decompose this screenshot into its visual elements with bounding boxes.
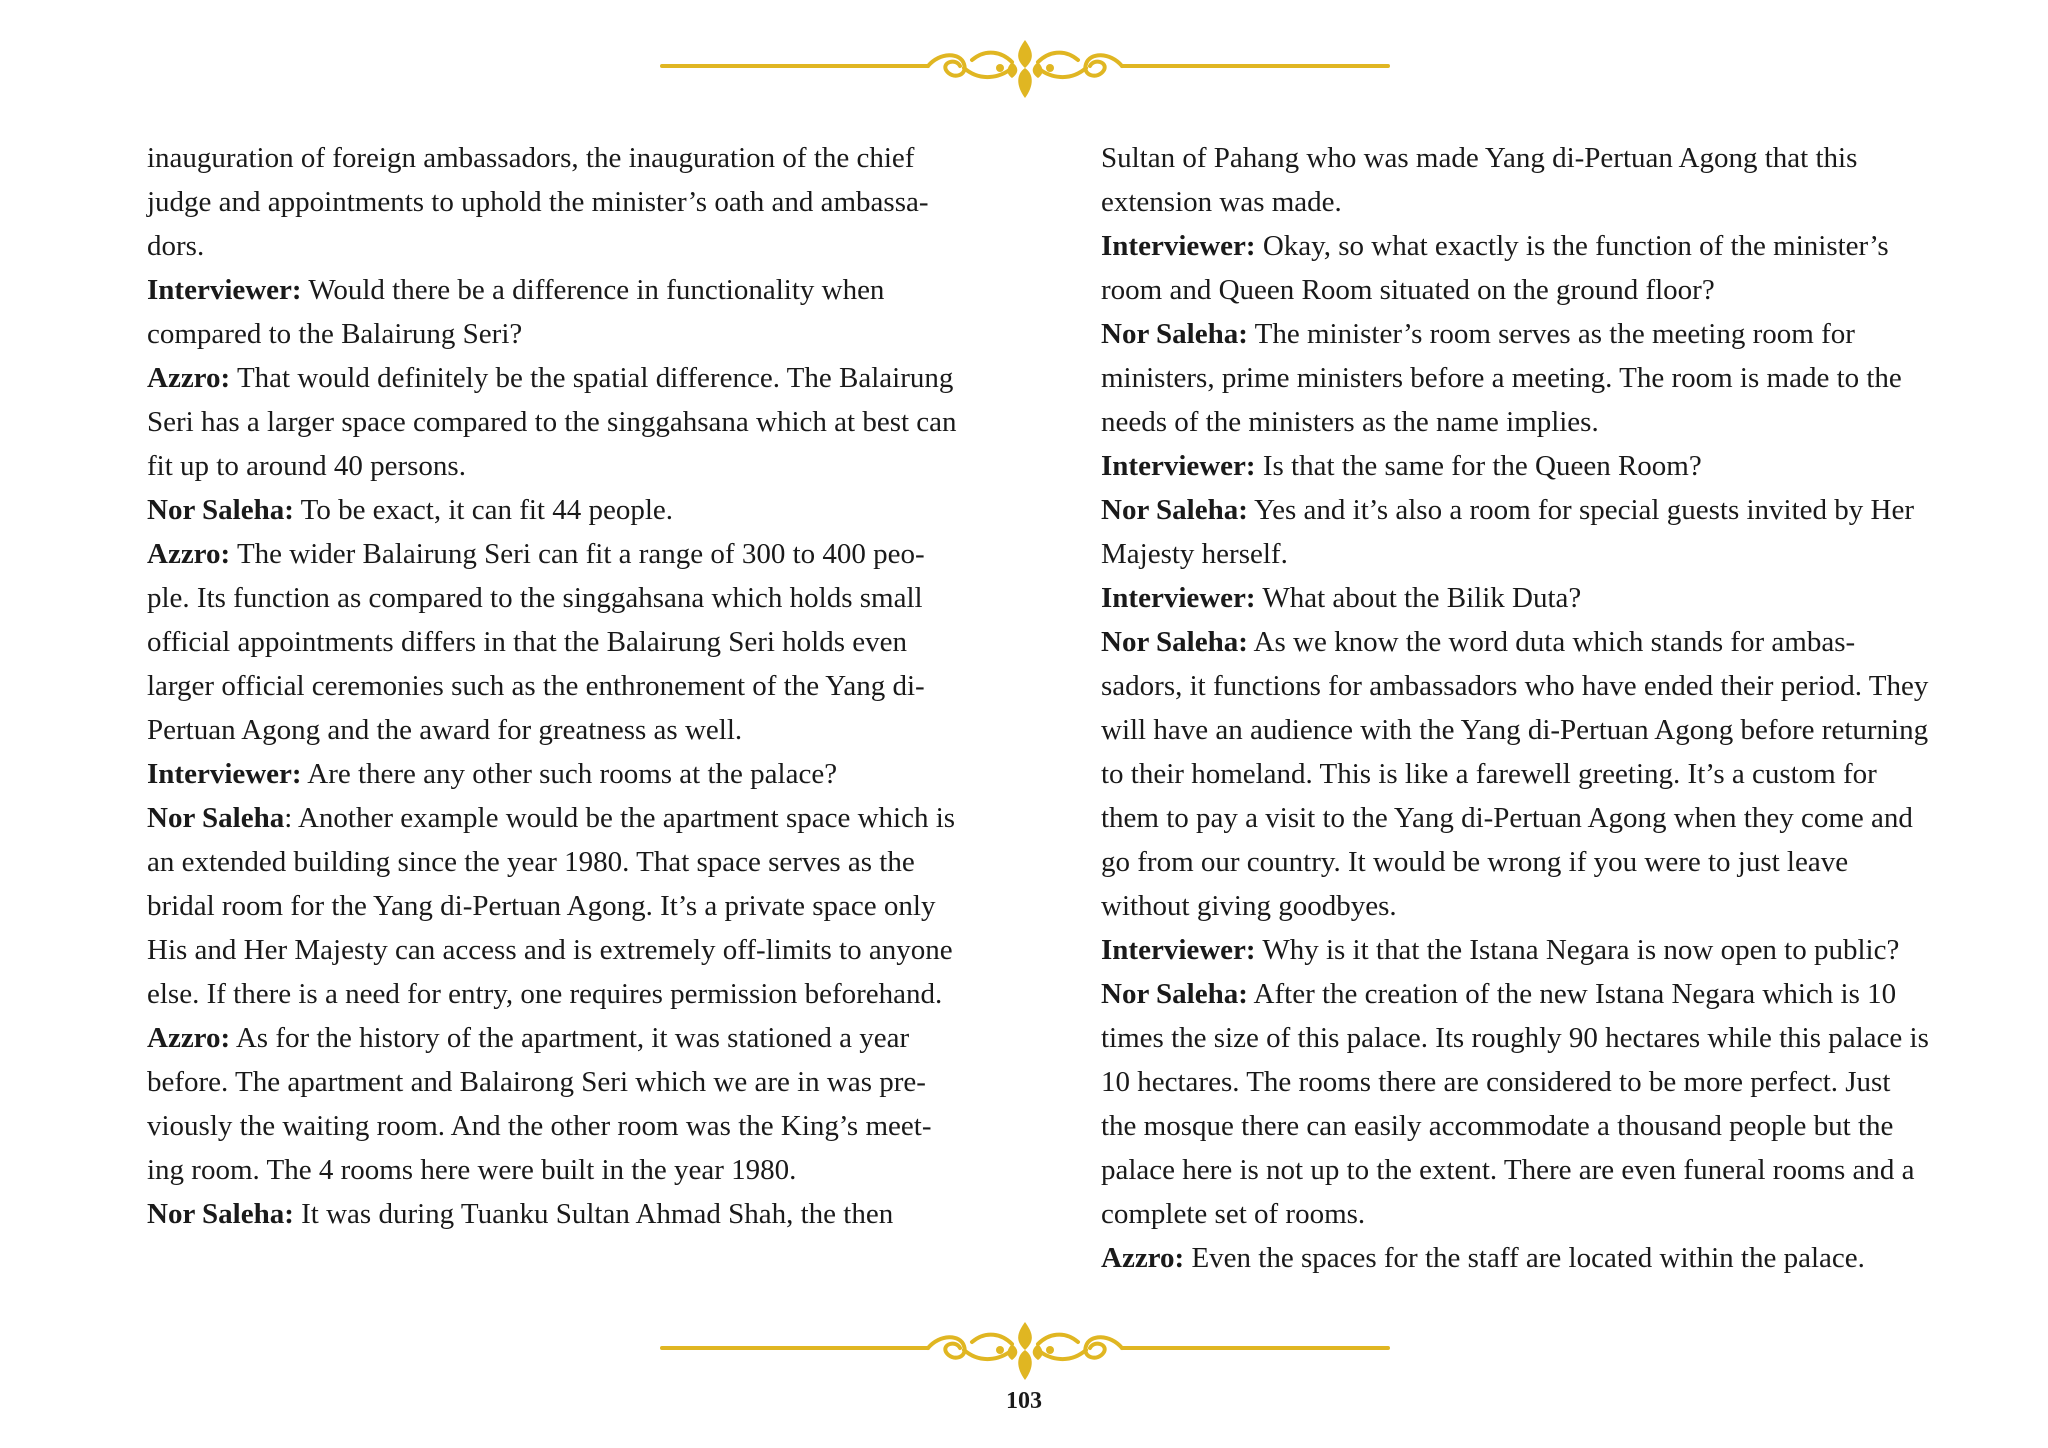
speaker-name: Interviewer: bbox=[1101, 934, 1256, 966]
paragraph-text: Yes and it’s also a room for special guests invited by Her Majesty herself. bbox=[1101, 494, 1914, 570]
paragraph-text: Sultan of Pahang who was made Yang di-Pertuan Agong that this extension was made. bbox=[1101, 142, 1858, 218]
speaker-name: Nor Saleha: bbox=[147, 494, 294, 526]
paragraph-text: Why is it that the Istana Negara is now open to public? bbox=[1262, 934, 1900, 966]
speaker-name: Nor Saleha: bbox=[147, 1198, 294, 1230]
dialogue-paragraph bbox=[147, 1016, 967, 1192]
dialogue-paragraph bbox=[147, 1192, 967, 1236]
dialogue-paragraph bbox=[147, 268, 967, 356]
dialogue-paragraph bbox=[1101, 972, 1931, 1236]
paragraph-text: inauguration of foreign ambassadors, the inauguration of the chief judge and appointments to uphold the minister’s oath and ambassa-dors. bbox=[147, 142, 929, 262]
speaker-name: Azzro: bbox=[147, 1022, 231, 1054]
dialogue-paragraph bbox=[1101, 488, 1931, 576]
speaker-name: Azzro: bbox=[147, 538, 231, 570]
paragraph-text: That would definitely be the spatial difference. The Balairung Seri has a larger space compared to the singgahsana which at best can fit up to around 40 persons. bbox=[147, 362, 957, 482]
paragraph-text: Even the spaces for the staff are located within the palace. bbox=[1191, 1242, 1865, 1274]
dialogue-paragraph bbox=[1101, 444, 1931, 488]
speaker-name: Interviewer: bbox=[1101, 450, 1256, 482]
paragraph-text: To be exact, it can fit 44 people. bbox=[300, 494, 674, 526]
paragraph-text: After the creation of the new Istana Negara which is 10 times the size of this palace. Its roughly 90 hectares while this palace is 10 hectares. The rooms there are considered to be more perfect. Just the mosque there can easily accommodate a thousand people but the palace here is not up to the extent. There are even funeral rooms and a complete set of rooms. bbox=[1101, 978, 1929, 1230]
speaker-name: Nor Saleha: bbox=[1101, 318, 1248, 350]
dialogue-paragraph bbox=[1101, 928, 1931, 972]
speaker-name: Azzro: bbox=[147, 362, 231, 394]
dialogue-paragraph bbox=[147, 356, 967, 488]
speaker-name: Azzro: bbox=[1101, 1242, 1185, 1274]
paragraph-text: Is that the same for the Queen Room? bbox=[1262, 450, 1702, 482]
bottom-flourish-divider-icon bbox=[660, 1320, 1390, 1384]
speaker-name: Nor Saleha: bbox=[1101, 978, 1248, 1010]
dialogue-paragraph bbox=[1101, 136, 1931, 224]
top-flourish-divider-icon bbox=[660, 38, 1390, 102]
dialogue-paragraph bbox=[1101, 312, 1931, 444]
speaker-name: Nor Saleha: bbox=[1101, 494, 1248, 526]
left-text-column bbox=[147, 136, 967, 1236]
paragraph-text: Would there be a difference in functionality when compared to the Balairung Seri? bbox=[147, 274, 885, 350]
speaker-name: Nor Saleha bbox=[147, 802, 285, 834]
dialogue-paragraph bbox=[1101, 224, 1931, 312]
speaker-name: Interviewer: bbox=[147, 758, 302, 790]
dialogue-paragraph bbox=[147, 136, 967, 268]
dialogue-paragraph bbox=[147, 796, 967, 1016]
dialogue-paragraph bbox=[1101, 576, 1931, 620]
paragraph-text: The wider Balairung Seri can fit a range of 300 to 400 peo-ple. Its function as compared to the singgahsana which holds small official appointments differs in that the Balairung Seri holds even larger official ceremonies such as the enthronement of the Yang di-Pertuan Agong and the award for greatness as well. bbox=[147, 538, 925, 746]
dialogue-paragraph bbox=[1101, 620, 1931, 928]
paragraph-text: As we know the word duta which stands for ambas-sadors, it functions for ambassadors who have ended their period. They will have an audience with the Yang di-Pertuan Agong before returning to their homeland. This is like a farewell greeting. It’s a custom for them to pay a visit to the Yang di-Pertuan Agong when they come and go from our country. It would be wrong if you were to just leave without giving goodbyes. bbox=[1101, 626, 1929, 922]
speaker-name: Nor Saleha: bbox=[1101, 626, 1248, 658]
paragraph-text: The minister’s room serves as the meeting room for ministers, prime ministers before a meeting. The room is made to the needs of the ministers as the name implies. bbox=[1101, 318, 1902, 438]
dialogue-paragraph bbox=[147, 752, 967, 796]
right-text-column bbox=[1101, 136, 1931, 1280]
speaker-name: Interviewer: bbox=[147, 274, 302, 306]
speaker-name: Interviewer: bbox=[1101, 230, 1256, 262]
paragraph-text: Okay, so what exactly is the function of the minister’s room and Queen Room situated on the ground floor? bbox=[1101, 230, 1889, 306]
paragraph-text: It was during Tuanku Sultan Ahmad Shah, the then bbox=[301, 1198, 894, 1230]
dialogue-paragraph bbox=[1101, 1236, 1931, 1280]
paragraph-text: : Another example would be the apartment space which is an extended building since the year 1980. That space serves as the bridal room for the Yang di-Pertuan Agong. It’s a private space only His and Her Majesty can access and is extremely off-limits to anyone else. If there is a need for entry, one requires permission beforehand. bbox=[147, 802, 956, 1010]
page-number: 103 bbox=[1006, 1388, 1042, 1414]
paragraph-text: Are there any other such rooms at the palace? bbox=[307, 758, 838, 790]
dialogue-paragraph bbox=[147, 532, 967, 752]
speaker-name: Interviewer: bbox=[1101, 582, 1256, 614]
paragraph-text: What about the Bilik Duta? bbox=[1262, 582, 1582, 614]
paragraph-text: As for the history of the apartment, it was stationed a year before. The apartment and Balairong Seri which we are in was pre-viously the waiting room. And the other room was the King’s meet-ing room. The 4 rooms here were built in the year 1980. bbox=[147, 1022, 932, 1186]
dialogue-paragraph bbox=[147, 488, 967, 532]
